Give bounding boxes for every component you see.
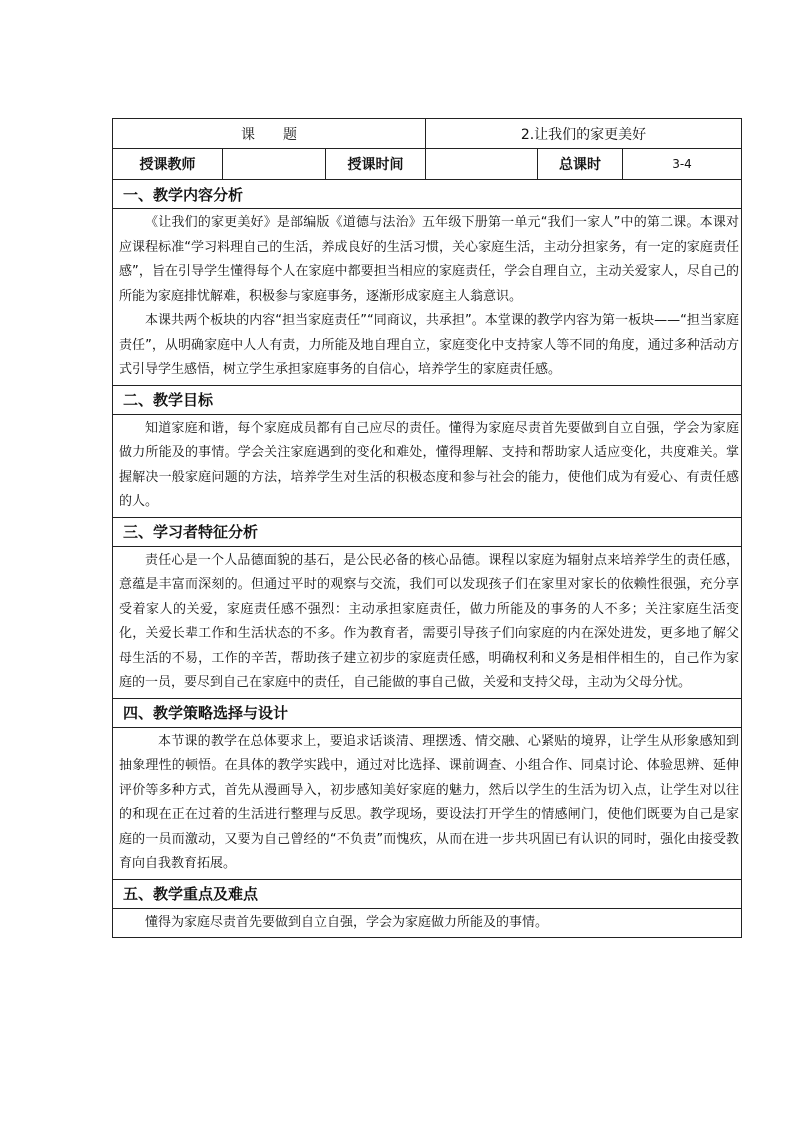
section-4-paragraph-1: 本节课的教学在总体要求上，要追求话谈清、理摆透、情交融、心紧贴的境界，让学生从形象感知到抽象理性的顿悟。在具体的教学实践中，通过对比选择、课前调查、小组合作、同桌讨论、体验思辨、延伸评价等多种方式，首先从漫画导入，初步感知美好家庭的魅力，然后以学生的生活为切入点，让学生对以往的和现在正在过着的生活进行整理与反思。教学现场，要设法打开学生的情感闸门，使他们既要为自己是家庭的一员而激动，又要为自己曾经的“不负责”而愧疚，从而在进一步共巩固已有认识的同时，强化由接受教育向自我教育拓展。 — [119, 733, 740, 871]
topic-value: 2.让我们的家更美好 — [426, 119, 742, 149]
section-4-content — [113, 727, 742, 879]
total-hours-value: 3-4 — [623, 149, 742, 180]
section-body — [113, 908, 742, 938]
section-1-content — [113, 209, 742, 386]
total-hours-label: 总课时 — [538, 149, 623, 180]
section-3-title: 三、学习者特征分析 — [113, 517, 742, 546]
topic-row — [113, 119, 742, 149]
section-1-paragraph-1: 《让我们的家更美好》是部编版《道德与法治》五年级下册第一单元“我们一家人”中的第二课。本课对应课程标准“学习料理自己的生活，养成良好的生活习惯，关心家庭生活，主动分担家务，有一定的家庭责任感”，旨在引导学生懂得每个人在家庭中都要担当相应的家庭责任，学会自理自立，主动关爱家人，尽自己的所能为家庭排忧解难，积极参与家庭事务，逐渐形成家庭主人翁意识。 — [119, 215, 740, 304]
section-body — [113, 546, 742, 698]
lesson-plan-sheet — [112, 118, 741, 938]
time-value — [426, 149, 538, 180]
section-2-title: 二、教学目标 — [113, 385, 742, 414]
section-5-title: 五、教学重点及难点 — [113, 879, 742, 908]
topic-label: 课 题 — [113, 119, 426, 149]
section-1-title: 一、教学内容分析 — [113, 180, 742, 209]
section-heading — [113, 180, 742, 209]
section-4-title: 四、教学策略选择与设计 — [113, 698, 742, 727]
time-label: 授课时间 — [326, 149, 426, 180]
section-3-paragraph-1: 责任心是一个人品德面貌的基石，是公民必备的核心品德。课程以家庭为辐射点来培养学生的责任感，意蕴是丰富而深刻的。但通过平时的观察与交流，我们可以发现孩子们在家里对家长的依赖性很强，充分享受着家人的关爱，家庭责任感不强烈：主动承担家庭责任，做力所能及的事务的人不多；关注家庭生活变化，关爱长辈工作和生活状态的不多。作为教育者，需要引导孩子们向家庭的内在深处进发，更多地了解父母生活的不易，工作的辛苦，帮助孩子建立初步的家庭责任感，明确权利和义务是相伴相生的，自己作为家庭的一员，要尽到自己在家庭中的责任，自己能做的事自己做，关爱和支持父母，主动为父母分忧。 — [119, 552, 740, 690]
info-row — [113, 149, 742, 180]
section-1-paragraph-2: 本课共两个板块的内容“担当家庭责任”“同商议，共承担”。本堂课的教学内容为第一板块——“担当家庭责任”，从明确家庭中人人有责，力所能及地自理自立，家庭变化中支持家人等不同的角度，通过多种活动方式引导学生感悟，树立学生承担家庭事务的自信心，培养学生的家庭责任感。 — [119, 313, 740, 377]
section-2-content — [113, 414, 742, 517]
section-heading — [113, 698, 742, 727]
section-heading — [113, 385, 742, 414]
lesson-plan-table — [112, 118, 742, 938]
section-2-paragraph-1: 知道家庭和谐，每个家庭成员都有自己应尽的责任。懂得为家庭尽责首先要做到自立自强，学会为家庭做力所能及的事情。学会关注家庭遇到的变化和难处，懂得理解、支持和帮助家人适应变化，共度难关。掌握解决一般家庭问题的方法，培养学生对生活的积极态度和参与社会的能力，使他们成为有爱心、有责任感的人。 — [119, 420, 740, 509]
section-body — [113, 209, 742, 386]
section-5-content — [113, 908, 742, 938]
teacher-label: 授课教师 — [113, 149, 223, 180]
section-heading — [113, 879, 742, 908]
section-heading — [113, 517, 742, 546]
section-3-content — [113, 546, 742, 698]
section-5-paragraph-1: 懂得为家庭尽责首先要做到自立自强，学会为家庭做力所能及的事情。 — [145, 914, 549, 930]
teacher-value — [223, 149, 326, 180]
section-body — [113, 727, 742, 879]
section-body — [113, 414, 742, 517]
